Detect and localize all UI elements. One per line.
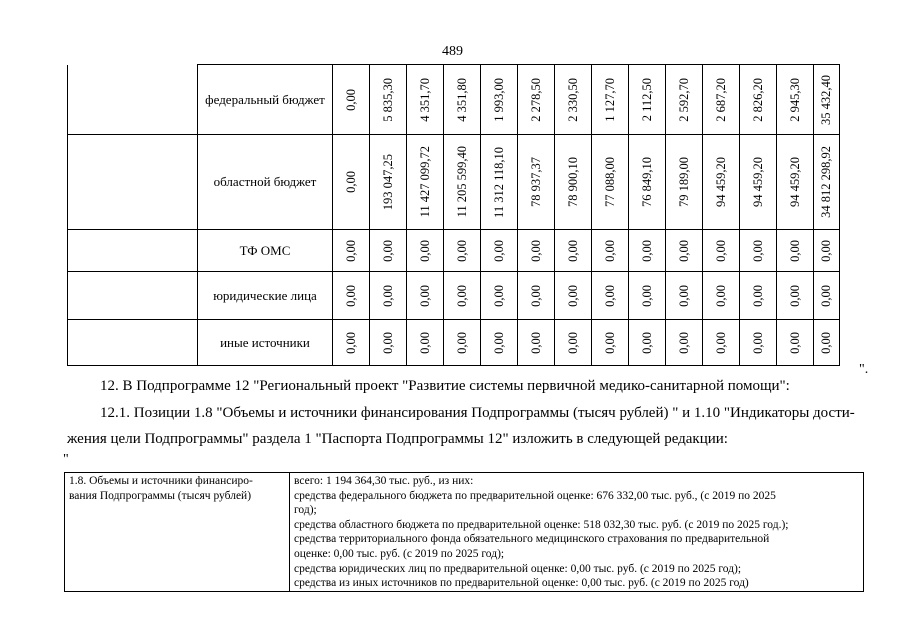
amount-cell	[814, 135, 840, 230]
amount-value: 0,00	[819, 239, 833, 262]
amount-value: 0,00	[454, 284, 469, 307]
amount-value: 0,00	[639, 284, 654, 307]
passport-content-line: средства областного бюджета по предварительной оценке: 518 032,30 тыс. руб. (с 2019 по 2025 год.);	[294, 518, 789, 531]
amount-cell	[555, 230, 592, 272]
amount-cell	[592, 65, 629, 135]
amount-value: 0,00	[417, 239, 432, 262]
amount-cell	[703, 272, 740, 320]
amount-value: 193 047,25	[380, 153, 395, 211]
amount-cell	[703, 65, 740, 135]
amount-cell	[740, 320, 777, 366]
amount-value: 4 351,70	[417, 77, 432, 122]
funding-source-cell: областной бюджет	[198, 135, 333, 230]
amount-cell	[444, 320, 481, 366]
amount-cell	[555, 272, 592, 320]
closing-quote: ".	[859, 362, 869, 377]
amount-cell	[518, 272, 555, 320]
amount-cell	[814, 320, 840, 366]
amount-cell	[666, 230, 703, 272]
amount-cell	[444, 65, 481, 135]
amount-value: 0,00	[417, 331, 432, 354]
amount-cell	[703, 135, 740, 230]
paragraph-12-1-line2: жения цели Подпрограммы" раздела 1 "Паспорта Подпрограммы 12" изложить в следующей редакции:	[67, 431, 728, 447]
amount-cell	[333, 320, 370, 366]
amount-value: 0,00	[787, 284, 802, 307]
amount-cell	[814, 230, 840, 272]
amount-cell	[481, 272, 518, 320]
amount-cell	[666, 135, 703, 230]
amount-cell	[407, 320, 444, 366]
amount-value: 0,00	[343, 88, 358, 111]
passport-label-line: вания Подпрограммы (тысяч рублей)	[69, 489, 252, 502]
amount-value: 1 127,70	[602, 77, 617, 122]
amount-cell	[592, 135, 629, 230]
finance-row	[68, 230, 840, 272]
amount-value: 0,00	[343, 331, 358, 354]
amount-value: 0,00	[454, 331, 469, 354]
amount-cell	[777, 320, 814, 366]
amount-value: 0,00	[676, 284, 691, 307]
amount-value: 0,00	[676, 239, 691, 262]
paragraph-12: 12. В Подпрограмме 12 "Региональный проект "Развитие системы первичной медико-санитарной помощи":	[100, 378, 790, 394]
amount-value: 0,00	[528, 239, 543, 262]
funding-source-cell: федеральный бюджет	[198, 65, 333, 135]
amount-cell	[444, 135, 481, 230]
amount-cell	[555, 320, 592, 366]
amount-cell	[592, 320, 629, 366]
amount-cell	[370, 320, 407, 366]
amount-value: 0,00	[380, 239, 395, 262]
amount-value: 76 849,10	[639, 157, 654, 207]
amount-value: 0,00	[343, 171, 358, 193]
amount-value: 0,00	[528, 331, 543, 354]
amount-cell	[666, 65, 703, 135]
page-number: 489	[442, 44, 463, 59]
amount-value: 1 993,00	[491, 77, 506, 122]
amount-cell	[592, 230, 629, 272]
amount-value: 0,00	[750, 284, 765, 307]
amount-cell	[555, 65, 592, 135]
blank-cell	[68, 135, 198, 230]
amount-value: 77 088,00	[602, 157, 617, 207]
amount-value: 2 278,50	[528, 77, 543, 122]
amount-value: 0,00	[565, 331, 580, 354]
amount-value: 0,00	[565, 284, 580, 307]
amount-cell	[592, 272, 629, 320]
passport-content-line: средства из иных источников по предварительной оценке: 0,00 тыс. руб. (с 2019 по 2025 год)	[294, 577, 749, 590]
amount-cell	[407, 135, 444, 230]
amount-value: 78 937,37	[528, 157, 543, 207]
amount-value: 0,00	[750, 331, 765, 354]
amount-cell	[777, 272, 814, 320]
amount-cell	[703, 230, 740, 272]
amount-cell	[481, 320, 518, 366]
opening-quote: "	[63, 452, 69, 467]
passport-table	[64, 472, 864, 592]
amount-value: 2 330,50	[565, 77, 580, 122]
amount-cell	[555, 135, 592, 230]
amount-value: 0,00	[602, 331, 617, 354]
amount-cell	[518, 65, 555, 135]
amount-cell	[666, 320, 703, 366]
passport-content-line: год);	[294, 504, 317, 517]
amount-cell	[333, 65, 370, 135]
amount-value: 0,00	[565, 239, 580, 262]
amount-value: 4 351,80	[454, 77, 469, 122]
amount-cell	[777, 230, 814, 272]
amount-cell	[629, 230, 666, 272]
amount-cell	[777, 135, 814, 230]
amount-value: 0,00	[491, 284, 506, 307]
amount-cell	[481, 230, 518, 272]
amount-cell	[629, 135, 666, 230]
amount-value: 0,00	[713, 284, 728, 307]
amount-cell	[629, 272, 666, 320]
amount-cell	[666, 272, 703, 320]
amount-cell	[407, 272, 444, 320]
amount-cell	[814, 272, 840, 320]
amount-value: 0,00	[380, 331, 395, 354]
amount-value: 94 459,20	[787, 157, 802, 207]
amount-value: 0,00	[787, 331, 802, 354]
amount-value: 0,00	[639, 331, 654, 354]
amount-value: 0,00	[819, 331, 833, 354]
amount-value: 0,00	[787, 239, 802, 262]
blank-cell	[68, 272, 198, 320]
amount-cell	[518, 135, 555, 230]
amount-value: 0,00	[750, 239, 765, 262]
amount-value: 2 945,30	[787, 77, 802, 122]
amount-value: 11 205 599,40	[454, 146, 469, 218]
amount-value: 0,00	[819, 284, 833, 307]
amount-value: 5 835,30	[380, 77, 395, 122]
amount-cell	[481, 135, 518, 230]
funding-source-cell: юридические лица	[198, 272, 333, 320]
amount-cell	[777, 65, 814, 135]
finance-row	[68, 272, 840, 320]
amount-value: 0,00	[491, 239, 506, 262]
passport-label-line: 1.8. Объемы и источники финансиро-	[69, 475, 253, 487]
amount-value: 0,00	[528, 284, 543, 307]
amount-cell	[629, 65, 666, 135]
amount-cell	[444, 272, 481, 320]
amount-cell	[703, 320, 740, 366]
amount-value: 78 900,10	[565, 157, 580, 207]
amount-value: 94 459,20	[713, 157, 728, 207]
amount-value: 0,00	[639, 239, 654, 262]
passport-row	[65, 473, 864, 592]
amount-value: 0,00	[602, 239, 617, 262]
amount-value: 11 312 118,10	[491, 146, 506, 218]
amount-value: 0,00	[713, 239, 728, 262]
amount-cell	[333, 230, 370, 272]
amount-value: 11 427 099,72	[417, 146, 432, 218]
amount-value: 2 687,20	[713, 77, 728, 122]
blank-cell	[68, 65, 198, 135]
amount-cell	[518, 320, 555, 366]
amount-value: 79 189,00	[676, 157, 691, 207]
amount-cell	[518, 230, 555, 272]
amount-cell	[370, 230, 407, 272]
amount-cell	[333, 135, 370, 230]
amount-cell	[370, 272, 407, 320]
amount-cell	[407, 230, 444, 272]
amount-value: 0,00	[491, 331, 506, 354]
passport-content-line: всего: 1 194 364,30 тыс. руб., из них:	[294, 475, 474, 487]
amount-value: 2 112,50	[639, 77, 654, 122]
amount-cell	[740, 272, 777, 320]
amount-cell	[370, 135, 407, 230]
passport-content-line: средства территориального фонда обязательного медицинского страхования по предварительной	[294, 533, 770, 546]
finance-row	[68, 320, 840, 366]
passport-content-cell	[290, 473, 864, 592]
amount-cell	[444, 230, 481, 272]
amount-value: 34 812 298,92	[819, 146, 833, 218]
amount-cell	[740, 230, 777, 272]
amount-cell	[629, 320, 666, 366]
amount-value: 0,00	[454, 239, 469, 262]
amount-cell	[740, 135, 777, 230]
amount-value: 0,00	[380, 284, 395, 307]
amount-value: 0,00	[417, 284, 432, 307]
amount-cell	[333, 272, 370, 320]
passport-label-cell	[65, 473, 290, 592]
amount-value: 94 459,20	[750, 157, 765, 207]
blank-cell	[68, 320, 198, 366]
amount-value: 0,00	[602, 284, 617, 307]
finance-row	[68, 135, 840, 230]
amount-value: 2 826,20	[750, 77, 765, 122]
paragraph-12-1-line1: 12.1. Позиции 1.8 "Объемы и источники финансирования Подпрограммы (тысяч рублей) " и 1.10 "Индикаторы дости-	[100, 405, 855, 421]
passport-content-line: средства юридических лиц по предварительной оценке: 0,00 тыс. руб. (с 2019 по 2025 год);	[294, 562, 742, 575]
amount-value: 35 432,40	[819, 74, 833, 125]
amount-cell	[740, 65, 777, 135]
blank-cell	[68, 230, 198, 272]
passport-content-line: оценке: 0,00 тыс. руб. (с 2019 по 2025 год);	[294, 547, 505, 560]
amount-value: 0,00	[676, 331, 691, 354]
amount-value: 0,00	[713, 331, 728, 354]
passport-content-line: средства федерального бюджета по предварительной оценке: 676 332,00 тыс. руб., (с 2019 по 2025	[294, 489, 776, 502]
amount-cell	[370, 65, 407, 135]
funding-source-cell: иные источники	[198, 320, 333, 366]
amount-cell	[814, 65, 840, 135]
amount-value: 2 592,70	[676, 77, 691, 122]
finance-row	[68, 65, 840, 135]
amount-cell	[481, 65, 518, 135]
financing-table	[67, 64, 840, 366]
amount-value: 0,00	[343, 284, 358, 307]
amount-cell	[407, 65, 444, 135]
amount-value: 0,00	[343, 239, 358, 262]
funding-source-cell: ТФ ОМС	[198, 230, 333, 272]
